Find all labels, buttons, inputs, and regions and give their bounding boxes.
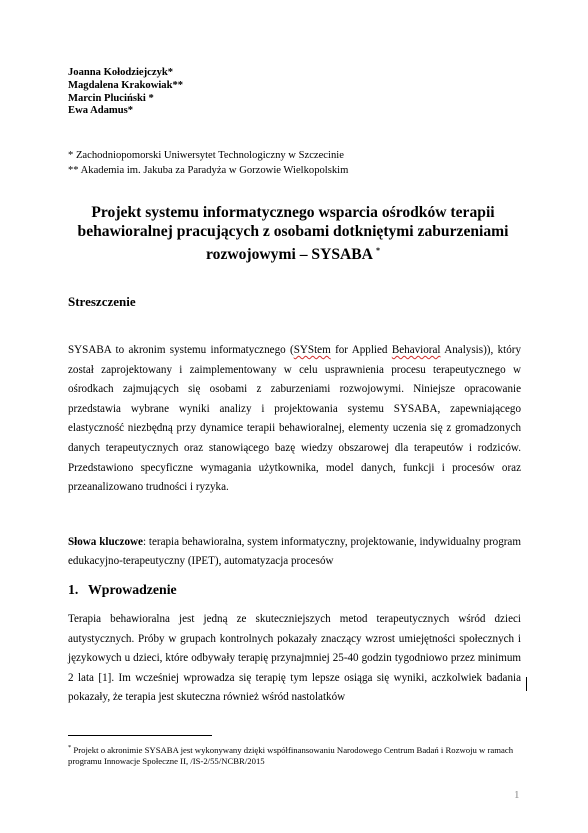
author-name: Ewa Adamus* [68,105,134,117]
affiliation-list [68,149,348,178]
abstract-text: Analysis)), który został zaprojektowany i zaimplementowany w celu usprawnienia procesu terapeutycznego w ośrodkach zajmujących się osobami z zaburzeniami rozwojowymi. Niniejsze opracowanie przedstawia wybrane wyniki analizy i projektowania systemu SYSABA, zapewniającego elastyczność niezbędną przy dynamice terapii behawioralnej, elementy uczenia się z gromadzonych danych terapeutycznych oraz stanowiącego bazę wiedzy obszarowej dla terapeutów i rodziców. Przedstawiono specyficzne wymagania użytkownika, model danych, funkcji i procesów oraz przeanalizowano trudności i ryzyka. [68,344,521,494]
page-number: 1 [514,789,520,801]
paper-title [58,204,528,265]
author-name: Magdalena Krakowiak** [68,79,184,91]
keywords-label: Słowa kluczowe [68,536,143,548]
abstract-heading: Streszczenie [68,294,136,309]
paper-title-text: Projekt systemu informatycznego wsparcia ośrodków terapii behawioralnej pracujących z osobami dotkniętymi zaburzeniami rozwojowymi – SYSABA [77,204,509,263]
affiliation: ** Akademia im. Jakuba za Paradyża w Gorzowie Wielkopolskim [68,164,349,176]
intro-paragraph: Terapia behawioralna jest jedną ze skuteczniejszych metod terapeutycznych wśród dzieci autystycznych. Próby w grupach kontrolnych pokazały znaczący wzrost umiejętności społecznych i językowych u dzieci, które odbywały terapię przynajmniej 25-40 godzin tygodniowo przez minimum 2 lata [1]. Im wcześniej wprowadza się terapię tym lepsze osiąga się wyniki, aczkolwiek badania pokazały, że terapia jest skuteczna również wśród nastolatków [68,613,521,704]
title-footnote-mark: * [375,245,380,255]
affiliation: * Zachodniopomorski Uniwersytet Technologiczny w Szczecinie [68,150,344,161]
spellcheck-word[interactable]: SYStem [293,344,331,356]
text-cursor [526,677,527,691]
footnote [68,742,528,768]
author-list [68,67,183,118]
section-number: 1. [68,582,79,597]
abstract-text: for Applied [330,344,392,356]
footnote-divider [68,735,212,736]
section-heading [68,582,177,598]
author-name: Joanna Kołodziejczyk* [68,67,174,78]
abstract-paragraph [68,341,521,498]
author-name: Marcin Pluciński * [68,92,154,104]
footnote-mark: * [68,744,72,751]
footnote-text: Projekt o akronimie SYSABA jest wykonywany dzięki współfinansowaniu Narodowego Centrum Badań i Rozwoju w ramach programu Innowacje Społeczne II, /IS-2/55/NCBR/2015 [68,744,514,767]
section-title: Wprowadzenie [88,582,177,597]
spellcheck-word[interactable]: Behavioral [391,344,441,356]
keywords-paragraph [68,533,521,571]
keywords-text: : terapia behawioralna, system informatyczny, projektowanie, indywidualny program edukacyjno-terapeutyczny (IPET), automatyzacja procesów [68,536,521,567]
abstract-text: SYSABA to akronim systemu informatycznego ( [68,344,294,356]
